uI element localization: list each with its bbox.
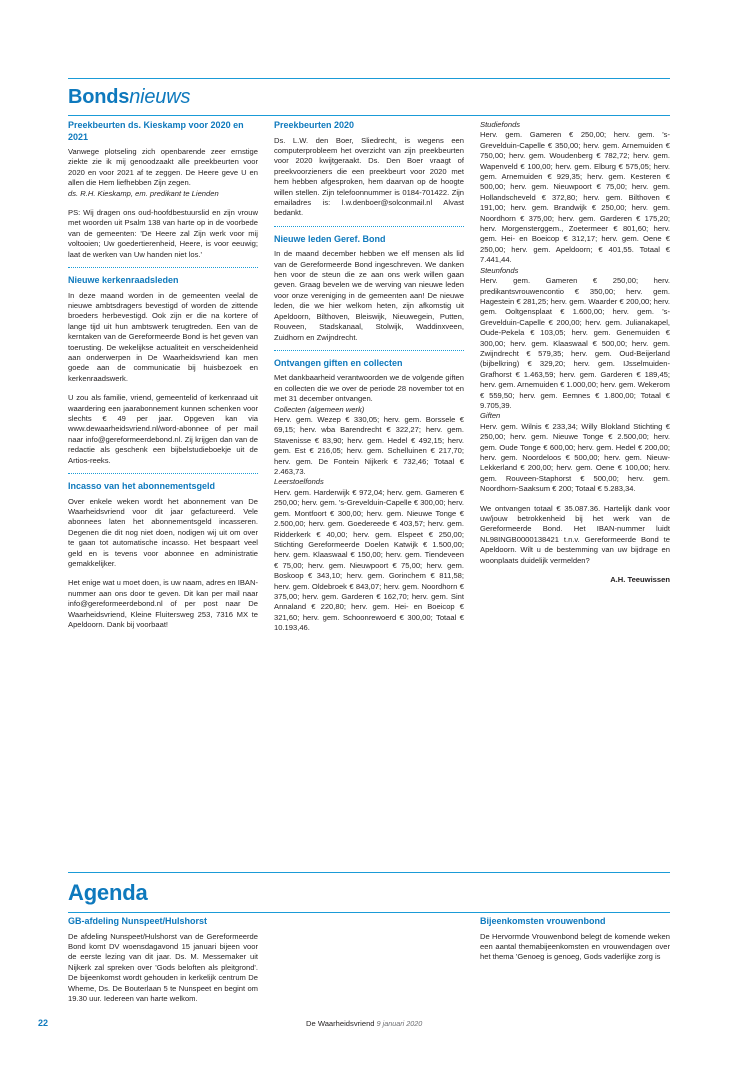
article-incasso: [68, 481, 258, 630]
article-giften-collecten: [274, 358, 464, 634]
article-nieuwe-kerkenraadsleden: [68, 275, 258, 466]
column-1: [68, 120, 258, 860]
article-paragraph: Met dankbaarheid verantwoorden we de volgende giften en collecten die we over de periode 28 november tot en met 31 december ontvangen.: [274, 373, 464, 404]
article-paragraph: In de maand december hebben we elf mensen als lid van de Gereformeerde Bond ingeschreven. We danken hen voor de steun die ze aan ons werk willen gaan geven. Graag bevelen we de werving van nieuwe leden voor onze vereniging in de gemeenten aan! De nieuwe leden, die we hier welkom heten, zijn afkomstig uit Apeldoorn, Bilthoven, Bleiswijk, Nieuwegein, Putten, Rouveen, Stadskanaal, Stolwijk, Waddinxveen, Zuidhorn en Zwijndrecht.: [274, 249, 464, 342]
subheading-giften: Giften: [480, 411, 501, 421]
subheading-leerstoelfonds: Leerstoelfonds: [274, 477, 324, 487]
list-giften: Herv. gem. Wilnis € 233,34; Willy Blokland Stichting € 250,00; herv. gem. Nieuwe Tonge € 2.500,00; herv. gem. Oude Tonge € 600,00; herv. gem. Hedel € 200,00; herv. gem. Noordeloos € 500,00; herv. gem. Nieuw-Lekkerland € 200,00; herv. gem. Oene € 100,00; herv. gem. Rouveen-Staphorst € 500,00; herv. gem. Noordhorn-Saaksum € 200; Totaal € 5.283,34.: [480, 421, 670, 494]
section-title-light: nieuws: [129, 86, 191, 108]
list-collecten: Herv. gem. Wezep € 330,05; herv. gem. Borssele € 69,15; herv. wba Barendrecht € 322,27; herv. gem. Stavenisse € 83,90; herv. gem. Hedel € 492,15; herv. gem. Est € 216,05; herv. gem. Schelluinen € 217,70; herv. gem. De Fontein Nijkerk € 732,46; Totaal € 2.463,73.: [274, 415, 464, 477]
article-heading: Incasso van het abonnementsgeld: [68, 481, 216, 492]
agenda-heading-vrouwenbond: Bijeenkomsten vrouwenbond: [480, 916, 606, 926]
section-rule-bottom: [68, 912, 670, 913]
article-preekbeurten-2020: [274, 120, 464, 219]
article-signature: A.H. Teeuwissen: [610, 575, 670, 585]
issue-date: 9 januari 2020: [376, 1019, 423, 1028]
section-title-agenda: [68, 873, 670, 912]
column-2: [274, 120, 464, 860]
paragraph-spacer: [480, 495, 670, 504]
section-title-bold: Bonds: [68, 86, 130, 108]
subheading-studiefonds: Studiefonds: [480, 120, 521, 129]
list-steunfonds: Herv. gem. Gameren € 250,00; herv. predikantsvrouwencontio € 350,00; herv. gem. Hagestein € 281,25; herv. gem. Waarder € 200,00; herv. gem. Ooltgensplaat € 1.600,00; herv. gem. 's-Grevelduin-Capelle € 200,00; herv. gem. Julianakapel, Oude-Pekela € 103,05; herv. gem. Genemuiden € 300,00; herv. gem. Klaaswaal € 500,00; herv. gem. Zwijndrecht € 579,35; herv. gem. Oud-Beijerland (bijbelkring) € 329,20; herv. gem. IJsselmuiden-Grafhorst € 1.463,59; herv. gem. Garderen € 189,45; herv. gem. Arnemuiden € 1.000,00; herv. gem. Wekerom € 559,50; herv. gem. Eemnes € 1.800,00; Totaal € 9.705,39.: [480, 276, 670, 410]
agenda-heading-nunspeet: GB-afdeling Nunspeet/Hulshorst: [68, 916, 208, 926]
article-heading: Nieuwe leden Geref. Bond: [274, 233, 386, 244]
divider-dotted: [274, 226, 464, 227]
subheading-steunfonds: Steunfonds: [480, 265, 519, 275]
divider-dotted: [68, 473, 258, 474]
article-heading: Preekbeurten 2020: [274, 120, 355, 130]
paragraph-spacer: [68, 199, 258, 208]
article-preekbeurten-kieskamp: [68, 120, 258, 260]
section-rule-bottom: [68, 115, 670, 116]
article-giften-continued: [480, 120, 670, 585]
article-paragraph: Ds. L.W. den Boer, Sliedrecht, is wegens een computerprobleem het overzicht van zijn preekbeurten voor 2020 kwijtgeraakt. Ds. Den Boer vraagt of preekvoorzieners die een preekbeurt voor 2020 met hem hebben afgesproken, hem daarvan op de hoogte willen stellen. Zijn telefoonnummer is 0184-701422. Zijn emailadres is: l.w.denboer@solconmail.nl Alvast bedankt.: [274, 135, 464, 218]
article-paragraph: U zou als familie, vriend, gemeentelid of kerkenraad uit waardering een jaarabonnement kunnen schenken voor slechts € 49 per jaar. Opgeven kan via www.dewaarheidsvriend.nl/word-abonnee of per mail naar info@gereformeerdebond.nl. Zij krijgen dan van de redactie als geschenk een bijbelstudieboekje uit de Artios-reeks.: [68, 393, 258, 465]
article-heading: Ontvangen giften en collecten: [274, 357, 403, 368]
list-studiefonds: Herv. gem. Gameren € 250,00; herv. gem. 's-Grevelduin-Capelle € 350,00; herv. gem. Arnemuiden € 750,00; herv. gem. Woudenberg € 782,72; herv. gem. Wapenveld € 100,00; herv. gem. Elburg € 575,05; herv. gem. Arnemuiden € 929,35; herv. gem. Kesteren € 500,00; herv. gem. Nieuwpoort € 75,00; herv. gem. Hollandscheveld € 372,80; herv. gem. Bilthoven € 191,00; herv. gem. Brandwijk € 250,00; herv. gem. Noordhorn € 375,00; herv. gem. Garderen € 175,20; herv. Morgensterggem., Zoetermeer € 801,60; herv. gem. Hei- en Boeicop € 312,17; herv. gem. Oene € 250,00; herv. gem. Apeldoorn; € 401,55. Totaal € 7.441,44.: [480, 130, 670, 265]
article-paragraph: Vanwege plotseling zich openbarende zeer ernstige ziekte zie ik mij genoodzaakt alle preekbeurten voor 2020 en voor 2021 af te zeggen. De Heere geve U en allen die Hem liefhebben Zijn zegen.: [68, 147, 258, 188]
section-title-bold: Agenda: [68, 880, 148, 905]
footer-magazine-title: [306, 1019, 422, 1028]
paragraph-spacer: [68, 384, 258, 393]
section-header-agenda: [68, 872, 670, 913]
article-paragraph: PS: Wij dragen ons oud-hoofdbestuurslid en zijn vrouw met woorden uit Psalm 138 van harte op in de voorbede van de gemeenten: 'De Heere zal Zijn werk voor mij voltooien; Uw goedertierenheid, Heere, is voor eeuwig; laat de werken van Uw handen niet los.': [68, 208, 258, 259]
page-number: 22: [38, 1018, 49, 1028]
section-title-bondsnieuws: [68, 79, 670, 115]
page-footer: [38, 1018, 698, 1038]
article-nieuwe-leden: [274, 234, 464, 343]
divider-dotted: [68, 267, 258, 268]
article-heading: Nieuwe kerkenraadsleden: [68, 275, 179, 286]
section-header-bondsnieuws: [68, 78, 670, 116]
column-3: [480, 120, 670, 860]
article-paragraph: In deze maand worden in de gemeenten veelal de nieuwe ambtsdragers bevestigd of worden de zittende broeders herbevestigd. Ook zijn er die na kortere of lange tijd uit hun ambtswerk terugtreden. Een van de kerntaken van de Gereformeerde Bond is het geven van toerusting. De wekelijkse actualiteit en verscheidenheid aan onderwerpen in De Waarheidsvriend kan men goede aan de communicatie bij huisbezoek en kerkenraadswerk.: [68, 290, 258, 383]
agenda-paragraph-nunspeet: De afdeling Nunspeet/Hulshorst van de Gereformeerde Bond komt DV woensdagavond 15 januari bijeen voor de eerste lezing van dit jaar. Ds. M. Messemaker uit Nijkerk zal spreken over 'Gods beloften als pleitgrond'. De bijeenkomst wordt gehouden in kerkelijk centrum De Wheme, Ds. De Bouterlaan 5 te Nunspeet en begint om 19.30 uur. Iedereen van harte welkom.: [68, 931, 258, 1003]
article-byline: ds. R.H. Kieskamp, em. predikant te Lienden: [68, 188, 219, 198]
magazine-title-text: De Waarheidsvriend: [306, 1019, 375, 1028]
article-paragraph: Over enkele weken wordt het abonnement van De Waarheidsvriend voor dit jaar gefactureerd. Vele abonnees laten het abonnementsgeld incasseren. Degenen die dit nog niet doen, nodigen wij uit om over te gaan tot automatische incasso. Het bespaart veel geld en is tevens voor abonnee en administratie gemakkelijker.: [68, 496, 258, 568]
list-leerstoelfonds: Herv. gem. Harderwijk € 972,04; herv. gem. Gameren € 250,00; herv. gem. 's-Grevelduin-Capelle € 300,00; herv. gem. Montfoort € 300,00; herv. gem. Nieuwe Tonge € 2.500,00; herv. gem. Goedereede € 403,57; herv. gem. Ridderkerk € 40,00; herv. gem. Elspeet € 250,00; Stichting Gereformeerde Doelen Katwijk € 1.500,00; herv. gem. Klaaswaal € 150,00; herv. gem. Tiendeveen € 75,00; herv. gem. Nieuwpoort € 75,00; herv. gem. Boskoop € 343,10; herv. gem. Gorinchem € 811,58; herv. gem. Oldebroek € 843,07; herv. gem. Noordhorn € 375,00; herv. gem. Garderen € 162,70; herv. gem. Sint Annaland € 220,80; herv. gem. Hei- en Boeicop € 321,60; herv. gem. Schoonrewoerd € 300,00; Totaal € 10.193,46.: [274, 487, 464, 633]
subheading-collecten: Collecten (algemeen werk): [274, 404, 365, 414]
article-paragraph: Het enige wat u moet doen, is uw naam, adres en IBAN-nummer aan ons door te geven. Dit kan per mail naar info@gereformeerdebond.nl of per post naar De Waarheidsvriend, Kleine Fluitersweg 253, 7316 MX te Apeldoorn. Dank bij voorbaat!: [68, 578, 258, 630]
main-columns: [68, 120, 672, 860]
divider-dotted: [274, 350, 464, 351]
article-heading: Preekbeurten ds. Kieskamp voor 2020 en 2021: [68, 120, 244, 142]
article-closing: We ontvangen totaal € 35.087.36. Hartelijk dank voor uw/jouw betrokkenheid bij het werk van de Gereformeerde Bond. Het IBAN-nummer luidt NL98INGB0000138421 t.n.v. Gereformeerde Bond te Apeldoorn. Wilt u de bestemming van uw bijdrage en woonplaats duidelijk vermelden?: [480, 503, 670, 565]
agenda-paragraph-vrouwenbond: De Hervormde Vrouwenbond belegt de komende weken een aantal themabijeenkomsten en vrouwendagen over het thema 'Genoeg is genoeg, Gods vaderlijke zorg is: [480, 931, 670, 962]
paragraph-spacer: [68, 569, 258, 578]
